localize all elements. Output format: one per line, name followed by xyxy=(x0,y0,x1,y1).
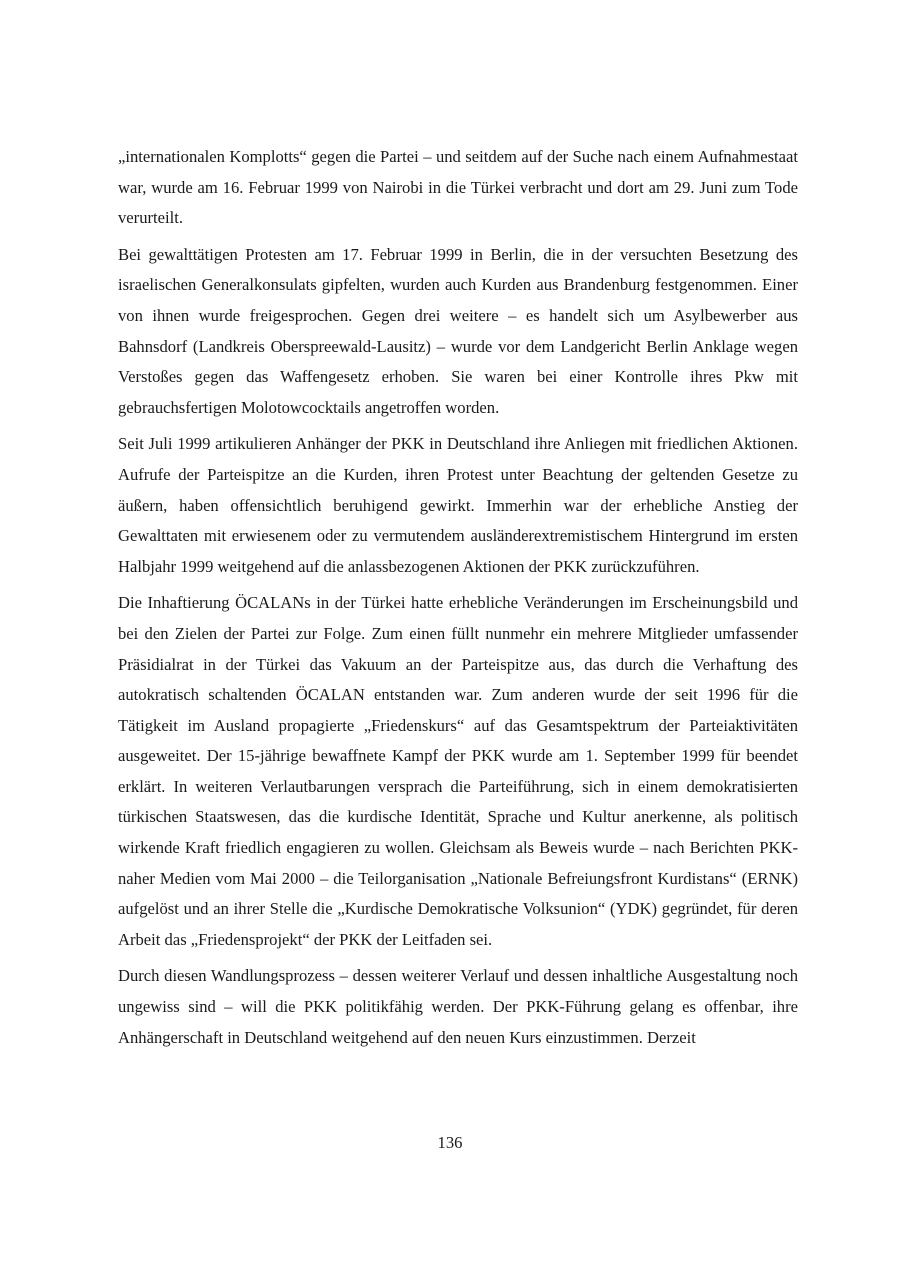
paragraph-2: Bei gewalttätigen Protesten am 17. Februar 1999 in Berlin, die in der versuchten Besetzung des israelischen Generalkonsulats gipfelten, wurden auch Kurden aus Brandenburg festgenommen. Einer von ihnen wurde freigesprochen. Gegen drei weitere – es handelt sich um Asylbewerber aus Bahnsdorf (Landkreis Oberspreewald-Lausitz) – wurde vor dem Landgericht Berlin Anklage wegen Verstoßes gegen das Waffengesetz erhoben. Sie waren bei einer Kontrolle ihres Pkw mit gebrauchsfertigen Molotowcocktails angetroffen worden. xyxy=(118,244,798,417)
paragraph-3: Seit Juli 1999 artikulieren Anhänger der PKK in Deutschland ihre Anliegen mit friedlichen Aktionen. Aufrufe der Parteispitze an die Kurden, ihren Protest unter Beachtung der geltenden Gesetze zu äußern, haben offensichtlich beruhigend gewirkt. Immerhin war der erhebliche Anstieg der Gewalttaten mit erwiesenem oder zu vermutendem ausländerextremistischem Hintergrund im ersten Halbjahr 1999 weitgehend auf die anlassbezogenen Aktionen der PKK zurückzuführen. xyxy=(118,434,798,576)
paragraph-5: Durch diesen Wandlungsprozess – dessen weiterer Verlauf und dessen inhaltliche Ausgestaltung noch ungewiss sind – will die PKK politikfähig werden. Der PKK-Führung gelang es offenbar, ihre Anhängerschaft in Deutschland weitgehend auf den neuen Kurs einzustimmen. Derzeit xyxy=(118,966,798,1047)
page-number: 136 xyxy=(437,1133,463,1152)
paragraph-4: Die Inhaftierung ÖCALANs in der Türkei hatte erhebliche Veränderungen im Erscheinungsbild und bei den Zielen der Partei zur Folge. Zum einen füllt nunmehr ein mehrere Mitglieder umfassender Präsidialrat in der Türkei das Vakuum an der Parteispitze aus, das durch die Verhaftung des autokratisch schaltenden ÖCALAN entstanden war. Zum anderen wurde der seit 1996 für die Tätigkeit im Ausland propagierte „Friedenskurs“ auf das Gesamtspektrum der Parteiaktivitäten ausgeweitet. Der 15-jährige bewaffnete Kampf der PKK wurde am 1. September 1999 für beendet erklärt. In weiteren Verlautbarungen versprach die Parteiführung, sich in einem demokratisierten türkischen Staatswesen, das die kurdische Identität, Sprache und Kultur anerkenne, als politisch wirkende Kraft friedlich engagieren zu wollen. Gleichsam als Beweis wurde – nach Berichten PKK-naher Medien vom Mai 2000 – die Teilorganisation „Nationale Befreiungsfront Kurdistans“ (ERNK) aufgelöst und an ihrer Stelle die „Kurdische Demokratische Volksunion“ (YDK) gegründet, für deren Arbeit das „Friedensprojekt“ der PKK der Leitfaden sei. xyxy=(118,593,798,949)
paragraph-1: „internationalen Komplotts“ gegen die Partei – und seitdem auf der Suche nach einem Aufnahmestaat war, wurde am 16. Februar 1999 von Nairobi in die Türkei verbracht und dort am 29. Juni zum Tode verurteilt. xyxy=(118,147,798,228)
body-text xyxy=(118,142,798,1059)
